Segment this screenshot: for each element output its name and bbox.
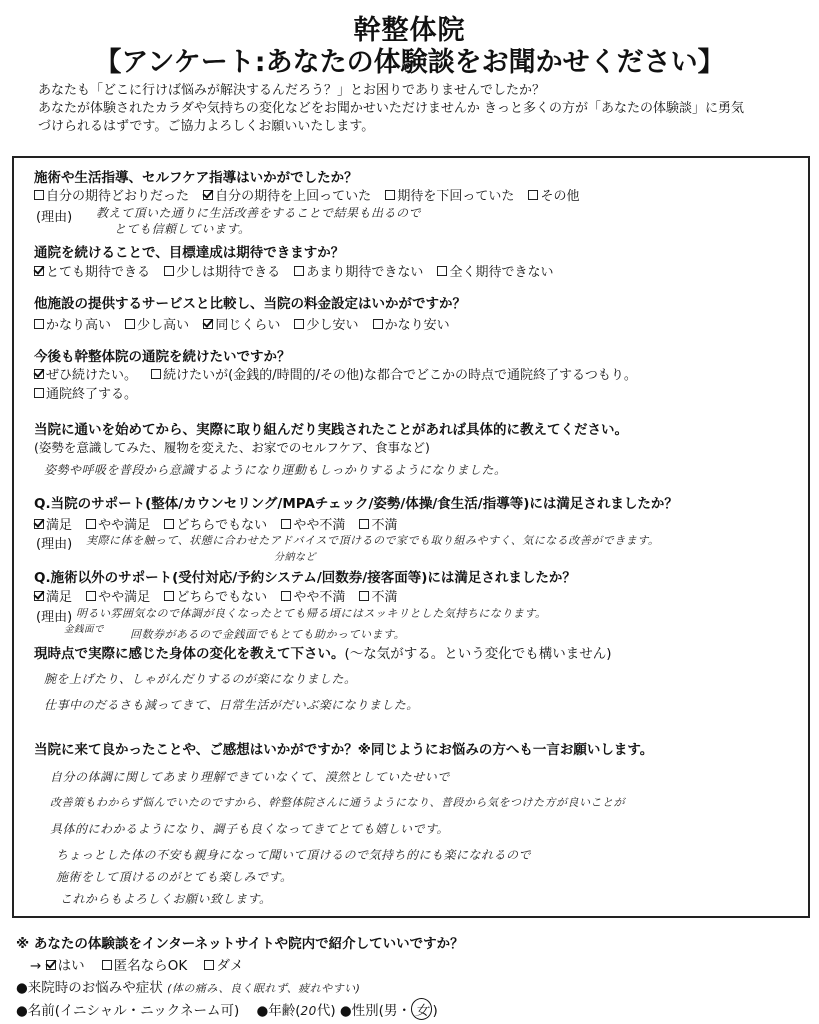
- q6-option-3: やや不満: [293, 518, 346, 533]
- q1-option-0: 自分の期待どおりだった: [46, 189, 190, 204]
- q3-option-4: かなり安い: [384, 318, 450, 333]
- question-9: 当院に来て良かったことや、ご感想はいかがですか？※同じようにお悩みの方へも一言お願いします。: [34, 742, 654, 758]
- q3-options: [34, 314, 460, 333]
- q6-option-1: やや満足: [98, 518, 151, 533]
- q7-checkbox-3[interactable]: [281, 591, 291, 601]
- q2-checkbox-3[interactable]: [437, 266, 447, 276]
- gender-value[interactable]: 女: [411, 998, 433, 1020]
- q2-option-2: あまり期待できない: [306, 265, 424, 280]
- q6-checkbox-3[interactable]: [281, 519, 291, 529]
- q7-checkbox-0[interactable]: [34, 591, 44, 601]
- symptoms-answer[interactable]: (体の痛み、良く眠れず、疲れやすい): [167, 982, 361, 995]
- profile-row: [16, 998, 438, 1020]
- q2-option-1: 少しは期待できる: [176, 265, 281, 280]
- q6-checkbox-1[interactable]: [86, 519, 96, 529]
- question-1: 施術や生活指導、セルフケア指導はいかがでしたか？: [34, 170, 358, 186]
- q6-option-4: 不満: [371, 518, 398, 533]
- permission-anon-checkbox[interactable]: [102, 960, 112, 970]
- q4-option-2: 通院終了する。: [46, 387, 138, 402]
- q9-answer-line-2[interactable]: 改善策もわからず悩んでいたのですから、幹整体院さんに通うようになり、普段から気をつけた方が良いことが: [50, 796, 625, 809]
- q7-reason-label: (理由): [36, 610, 73, 625]
- intro-line-2: あなたが体験されたカラダや気持ちの変化などをお聞かせいただけませんか きっと多くの方が「あなたの体験談」に勇気: [38, 101, 745, 116]
- name-label: ●名前(イニシャル・ニックネーム可): [16, 1003, 240, 1019]
- intro-line-1: あなたも「どこに行けば悩みが解決するんだろう？」とお困りでありませんでしたか？: [38, 83, 546, 98]
- q7-insert-note[interactable]: 分納など: [274, 552, 316, 563]
- gender-suffix: ): [432, 1003, 438, 1019]
- survey-form: [12, 156, 810, 918]
- q7-option-4: 不満: [371, 590, 398, 605]
- permission-yes-label: はい: [57, 958, 85, 974]
- q6-checkbox-4[interactable]: [359, 519, 369, 529]
- question-6: Q.当院のサポート(整体/カウンセリング/MPAチェック/姿勢/体操/食生活/指導等)には満足されましたか？: [34, 496, 678, 512]
- question-2: 通院を続けることで、目標達成は期待できますか？: [34, 245, 345, 261]
- q5-hint: (姿勢を意識してみた、履物を変えた、お家でのセルフケア、食事など): [34, 440, 430, 455]
- clinic-name: 幹整体院: [353, 15, 466, 46]
- q1-checkbox-1[interactable]: [203, 190, 213, 200]
- q7-checkbox-4[interactable]: [359, 591, 369, 601]
- q9-answer-line-3[interactable]: 具体的にわかるようになり、調子も良くなってきてとても嬉しいです。: [50, 822, 450, 836]
- q4-option-0: ぜひ続けたい。: [46, 368, 138, 383]
- q1-options: [34, 185, 589, 204]
- q9-answer-line-5[interactable]: 施術をして頂けるのがとても楽しみです。: [56, 870, 293, 884]
- q3-checkbox-2[interactable]: [203, 319, 213, 329]
- q6-reason-label: (理由): [36, 537, 73, 552]
- q6-options: [34, 514, 408, 533]
- q8-question-text: 現時点で実際に感じた身体の変化を教えて下さい。: [34, 646, 345, 662]
- symptoms-label: ●来院時のお悩みや症状: [16, 980, 163, 996]
- q7-option-3: やや不満: [293, 590, 346, 605]
- q2-checkbox-1[interactable]: [164, 266, 174, 276]
- q3-checkbox-4[interactable]: [373, 319, 383, 329]
- q2-checkbox-2[interactable]: [294, 266, 304, 276]
- arrow-icon: →: [30, 958, 42, 974]
- survey-title: 【アンケート:あなたの体験談をお聞かせください】: [94, 47, 725, 78]
- q1-option-1: 自分の期待を上回っていた: [215, 189, 372, 204]
- q3-checkbox-3[interactable]: [294, 319, 304, 329]
- q6-checkbox-0[interactable]: [34, 519, 44, 529]
- q4-checkbox-2[interactable]: [34, 388, 44, 398]
- question-3: 他施設の提供するサービスと比較し、当院の料金設定はいかがですか？: [34, 296, 466, 312]
- q4-checkbox-1[interactable]: [151, 369, 161, 379]
- q2-checkbox-0[interactable]: [34, 266, 44, 276]
- q7-options: [34, 586, 408, 605]
- q7-option-0: 満足: [46, 590, 73, 605]
- q6-answer[interactable]: 実際に体を触って、状態に合わせたアドバイスで頂けるので家でも取り組みやすく、気になる改善ができます。: [86, 534, 660, 547]
- q5-answer[interactable]: 姿勢や呼吸を普段から意識するようになり運動もしっかりするようになりました。: [44, 463, 507, 477]
- q6-option-0: 満足: [46, 518, 73, 533]
- q2-option-3: 全く期待できない: [449, 265, 554, 280]
- permission-anon-label: 匿名ならOK: [113, 958, 188, 974]
- question-4: 今後も幹整体院の通院を続けたいですか？: [34, 349, 291, 365]
- q3-checkbox-1[interactable]: [125, 319, 135, 329]
- q3-option-2: 同じくらい: [215, 318, 281, 333]
- q4-checkbox-0[interactable]: [34, 369, 44, 379]
- q3-option-0: かなり高い: [46, 318, 112, 333]
- q4-options-row-2: [34, 383, 147, 402]
- intro-text: [38, 82, 808, 136]
- q6-checkbox-2[interactable]: [164, 519, 174, 529]
- q8-answer-line-1[interactable]: 腕を上げたり、しゃがんだりするのが楽になりました。: [44, 672, 357, 686]
- permission-no-checkbox[interactable]: [204, 960, 214, 970]
- age-suffix: 代): [316, 1003, 336, 1019]
- permission-yes-checkbox[interactable]: [46, 960, 56, 970]
- q1-option-3: その他: [540, 189, 580, 204]
- q2-options: [34, 261, 563, 280]
- intro-line-3: づけられるはずです。ご協力よろしくお願いいたします。: [38, 119, 375, 134]
- publish-permission-options: [30, 954, 243, 974]
- symptoms-row: [16, 976, 360, 996]
- q3-checkbox-0[interactable]: [34, 319, 44, 329]
- q8-hint: (〜な気がする。という変化でも構いません): [344, 646, 612, 662]
- q7-option-2: どちらでもない: [176, 590, 268, 605]
- q7-checkbox-2[interactable]: [164, 591, 174, 601]
- q1-checkbox-0[interactable]: [34, 190, 44, 200]
- question-8: [34, 642, 612, 662]
- age-value[interactable]: 20: [300, 1004, 317, 1018]
- q6-option-2: どちらでもない: [176, 518, 268, 533]
- q1-answer-line-1[interactable]: 教えて頂いた通りに生活改善をすることで結果も出るので: [96, 206, 422, 220]
- q8-answer-line-2[interactable]: 仕事中のだるさも減ってきて、日常生活がだいぶ楽になりました。: [44, 698, 419, 712]
- q4-option-1: 続けたいが(金銭的/時間的/その他)な都合でどこかの時点で通院終了するつもり。: [163, 368, 637, 383]
- question-7: Q.施術以外のサポート(受付対応/予約システム/回数券/接客面等)には満足されましたか？: [34, 570, 576, 586]
- q7-answer-line-1[interactable]: 明るい雰囲気なので体調が良くなったとても帰る頃にはスッキリとした気持ちになります。: [76, 607, 547, 620]
- q1-option-2: 期待を下回っていた: [397, 189, 515, 204]
- q1-reason-label: (理由): [36, 210, 73, 225]
- q7-answer-line-2[interactable]: 回数券があるので金銭面でもとても助かっています。: [130, 628, 406, 641]
- q7-option-1: やや満足: [98, 590, 151, 605]
- question-5: 当院に通いを始めてから、実際に取り組んだり実践されたことがあれば具体的に教えてください。: [34, 422, 628, 438]
- permission-no-label: ダメ: [216, 958, 244, 974]
- q9-answer-line-1[interactable]: 自分の体調に関してあまり理解できていなくて、漠然としていたせいで: [50, 770, 450, 784]
- publish-permission-question: ※ あなたの体験談をインターネットサイトや院内で紹介していいですか？: [16, 936, 464, 952]
- q1-checkbox-3[interactable]: [528, 190, 538, 200]
- age-label: ●年齢(: [256, 1003, 301, 1019]
- gender-label: ●性別(男・: [339, 1003, 411, 1019]
- q3-option-3: 少し安い: [306, 318, 359, 333]
- q4-options-row: [34, 364, 647, 383]
- q7-checkbox-1[interactable]: [86, 591, 96, 601]
- q1-checkbox-2[interactable]: [385, 190, 395, 200]
- q1-answer-line-2[interactable]: とても信頼しています。: [114, 222, 251, 236]
- q7-insert-note-2[interactable]: 金銭面で: [64, 624, 105, 635]
- q9-answer-line-4[interactable]: ちょっとした体の不安も親身になって聞いて頂けるので気持ち的にも楽になれるので: [56, 848, 532, 862]
- q9-answer-line-6[interactable]: これからもよろしくお願い致します。: [60, 892, 272, 906]
- q2-option-0: とても期待できる: [46, 265, 151, 280]
- q3-option-1: 少し高い: [137, 318, 190, 333]
